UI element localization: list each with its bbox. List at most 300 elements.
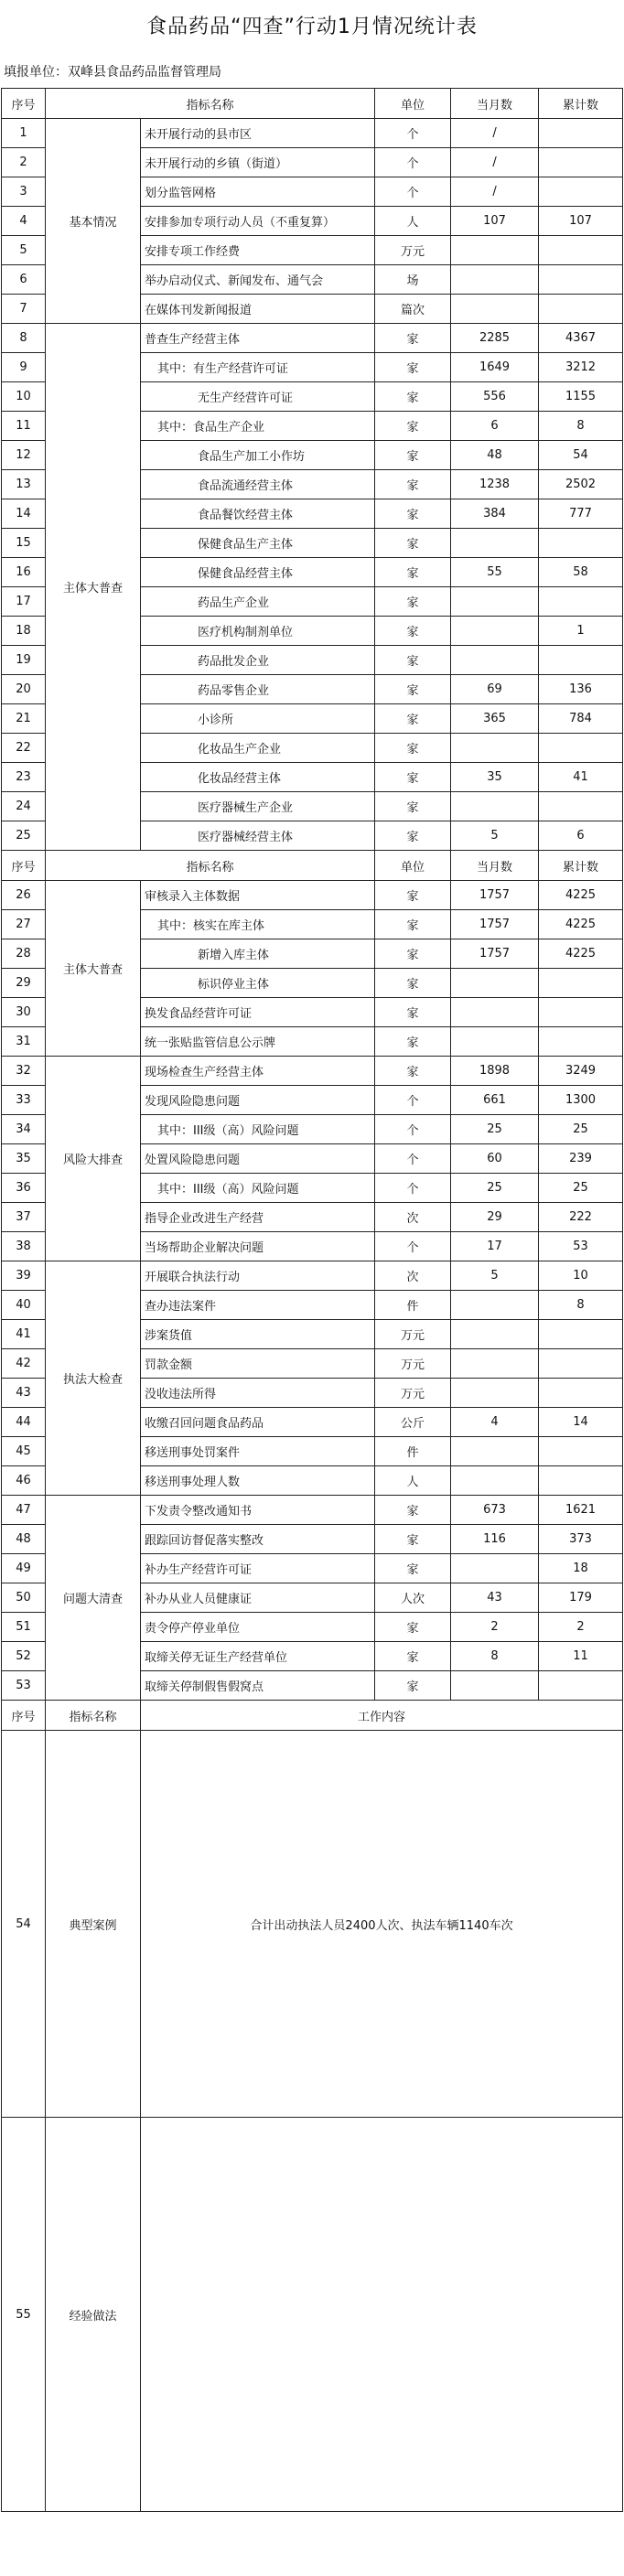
table-row: [2, 324, 623, 353]
row-seq: 44: [2, 1408, 46, 1437]
month-value: [451, 1671, 539, 1701]
cumulative-value: [539, 734, 623, 763]
unit-cell: 万元: [375, 236, 451, 265]
row-seq: 26: [2, 881, 46, 910]
indicator-name: 涉案货值: [141, 1320, 375, 1349]
row-seq: 51: [2, 1613, 46, 1642]
unit-cell: 家: [375, 587, 451, 617]
unit-cell: 万元: [375, 1349, 451, 1379]
indicator-name: 其中：食品生产企业: [141, 412, 375, 441]
month-value: 1757: [451, 910, 539, 939]
unit-cell: 家: [375, 441, 451, 470]
month-value: 673: [451, 1496, 539, 1525]
row-seq: 53: [2, 1671, 46, 1701]
indicator-name: 当场帮助企业解决问题: [141, 1232, 375, 1261]
cumulative-value: 1: [539, 617, 623, 646]
unit-cell: 家: [375, 382, 451, 412]
cumulative-value: 239: [539, 1144, 623, 1174]
table-row: [2, 1496, 623, 1525]
month-value: [451, 792, 539, 821]
indicator-name: 责令停产停业单位: [141, 1613, 375, 1642]
experience-row: [2, 2118, 623, 2512]
month-value: 1898: [451, 1057, 539, 1086]
cumulative-value: [539, 1379, 623, 1408]
header-cumulative: 累计数: [539, 851, 623, 881]
row-seq: 4: [2, 207, 46, 236]
unit-cell: 家: [375, 353, 451, 382]
indicator-name: 取缔关停无证生产经营单位: [141, 1642, 375, 1671]
unit-cell: 家: [375, 763, 451, 792]
month-value: [451, 529, 539, 558]
row-seq: 34: [2, 1115, 46, 1144]
indicator-name: 其中：III级（高）风险问题: [141, 1174, 375, 1203]
table-header-row: [2, 89, 623, 119]
month-value: 35: [451, 763, 539, 792]
unit-cell: 家: [375, 881, 451, 910]
row-seq: 17: [2, 587, 46, 617]
indicator-name: 换发食品经营许可证: [141, 998, 375, 1027]
cumulative-value: 1155: [539, 382, 623, 412]
indicator-name: 食品生产加工小作坊: [141, 441, 375, 470]
cumulative-value: 179: [539, 1583, 623, 1613]
month-value: [451, 1554, 539, 1583]
indicator-name: 医疗器械生产企业: [141, 792, 375, 821]
row-seq: 13: [2, 470, 46, 499]
month-value: [451, 1349, 539, 1379]
indicator-name: 保健食品生产主体: [141, 529, 375, 558]
month-value: 107: [451, 207, 539, 236]
row-seq: 45: [2, 1437, 46, 1466]
month-value: 17: [451, 1232, 539, 1261]
unit-cell: 家: [375, 412, 451, 441]
row-seq: 2: [2, 148, 46, 177]
month-value: 43: [451, 1583, 539, 1613]
month-value: 5: [451, 821, 539, 851]
cumulative-value: [539, 1466, 623, 1496]
unit-cell: 次: [375, 1261, 451, 1291]
month-value: 48: [451, 441, 539, 470]
row-seq: 14: [2, 499, 46, 529]
month-value: 2: [451, 1613, 539, 1642]
cumulative-value: [539, 1349, 623, 1379]
month-value: 6: [451, 412, 539, 441]
cumulative-value: 4225: [539, 910, 623, 939]
unit-cell: 个: [375, 119, 451, 148]
indicator-name: 医疗器械经营主体: [141, 821, 375, 851]
cumulative-value: 107: [539, 207, 623, 236]
row-seq: 42: [2, 1349, 46, 1379]
month-value: 116: [451, 1525, 539, 1554]
unit-cell: 家: [375, 734, 451, 763]
row-seq: 7: [2, 295, 46, 324]
row-seq: 16: [2, 558, 46, 587]
row-seq: 21: [2, 704, 46, 734]
row-seq: 39: [2, 1261, 46, 1291]
month-value: 55: [451, 558, 539, 587]
indicator-name: 标识停业主体: [141, 969, 375, 998]
unit-cell: 家: [375, 1027, 451, 1057]
cumulative-value: 18: [539, 1554, 623, 1583]
cumulative-value: [539, 1027, 623, 1057]
table-header-row-content: [2, 1701, 623, 1731]
indicator-name: 其中：有生产经营许可证: [141, 353, 375, 382]
row-seq: 47: [2, 1496, 46, 1525]
month-value: [451, 1437, 539, 1466]
row-seq: 8: [2, 324, 46, 353]
month-value: [451, 969, 539, 998]
indicator-name: 补办生产经营许可证: [141, 1554, 375, 1583]
unit-cell: 家: [375, 1554, 451, 1583]
month-value: 1649: [451, 353, 539, 382]
row-seq: 19: [2, 646, 46, 675]
cumulative-value: [539, 998, 623, 1027]
header-seq: 序号: [2, 1701, 46, 1731]
month-value: [451, 587, 539, 617]
unit-cell: 家: [375, 821, 451, 851]
month-value: 1757: [451, 881, 539, 910]
month-value: 5: [451, 1261, 539, 1291]
statistics-table: [1, 88, 623, 2512]
cumulative-value: 14: [539, 1408, 623, 1437]
month-value: 25: [451, 1174, 539, 1203]
cumulative-value: [539, 177, 623, 207]
cumulative-value: 10: [539, 1261, 623, 1291]
cumulative-value: [539, 265, 623, 295]
indicator-name: 补办从业人员健康证: [141, 1583, 375, 1613]
row-seq: 40: [2, 1291, 46, 1320]
indicator-name: 小诊所: [141, 704, 375, 734]
month-value: [451, 646, 539, 675]
header-content: 工作内容: [141, 1701, 623, 1731]
row-seq: 29: [2, 969, 46, 998]
typical-case-row: [2, 1731, 623, 2118]
category-label: 风险大排查: [46, 1057, 141, 1261]
indicator-name: 罚款金额: [141, 1349, 375, 1379]
month-value: [451, 617, 539, 646]
row-seq: 6: [2, 265, 46, 295]
unit-cell: 家: [375, 792, 451, 821]
cumulative-value: 25: [539, 1115, 623, 1144]
indicator-name: 化妆品经营主体: [141, 763, 375, 792]
cumulative-value: 54: [539, 441, 623, 470]
month-value: [451, 734, 539, 763]
header-seq: 序号: [2, 851, 46, 881]
row-seq: 22: [2, 734, 46, 763]
row-seq: 11: [2, 412, 46, 441]
category-label: 主体大普查: [46, 324, 141, 851]
row-seq: 32: [2, 1057, 46, 1086]
indicator-name: 医疗机构制剂单位: [141, 617, 375, 646]
row-seq: 43: [2, 1379, 46, 1408]
month-value: 29: [451, 1203, 539, 1232]
row-seq: 28: [2, 939, 46, 969]
work-content: [141, 2118, 623, 2512]
category-label: 主体大普查: [46, 881, 141, 1057]
cumulative-value: 1300: [539, 1086, 623, 1115]
cumulative-value: [539, 646, 623, 675]
indicator-name: 取缔关停制假售假窝点: [141, 1671, 375, 1701]
indicator-name: 查办违法案件: [141, 1291, 375, 1320]
month-value: [451, 998, 539, 1027]
row-seq: 46: [2, 1466, 46, 1496]
cumulative-value: 4225: [539, 939, 623, 969]
indicator-name: 审核录入主体数据: [141, 881, 375, 910]
month-value: 2285: [451, 324, 539, 353]
indicator-name: 移送刑事处罚案件: [141, 1437, 375, 1466]
cumulative-value: 53: [539, 1232, 623, 1261]
row-seq: 50: [2, 1583, 46, 1613]
row-seq: 10: [2, 382, 46, 412]
indicator-name: 其中：核实在库主体: [141, 910, 375, 939]
header-seq: 序号: [2, 89, 46, 119]
cumulative-value: 2: [539, 1613, 623, 1642]
indicator-name: 无生产经营许可证: [141, 382, 375, 412]
row-seq: 20: [2, 675, 46, 704]
cumulative-value: [539, 969, 623, 998]
cumulative-value: [539, 792, 623, 821]
indicator-name: 安排专项工作经费: [141, 236, 375, 265]
unit-cell: 家: [375, 499, 451, 529]
unit-cell: 个: [375, 1086, 451, 1115]
unit-cell: 次: [375, 1203, 451, 1232]
indicator-name: 食品餐饮经营主体: [141, 499, 375, 529]
row-seq: 35: [2, 1144, 46, 1174]
unit-cell: 家: [375, 646, 451, 675]
row-seq: 54: [2, 1731, 46, 2118]
unit-cell: 家: [375, 617, 451, 646]
reporting-unit: 填报单位：双峰县食品药品监督管理局: [4, 65, 221, 80]
cumulative-value: 41: [539, 763, 623, 792]
month-value: 661: [451, 1086, 539, 1115]
indicator-name: 跟踪回访督促落实整改: [141, 1525, 375, 1554]
month-value: 8: [451, 1642, 539, 1671]
header-indicator: 指标名称: [46, 851, 375, 881]
row-seq: 1: [2, 119, 46, 148]
cumulative-value: [539, 1437, 623, 1466]
unit-cell: 场: [375, 265, 451, 295]
header-month: 当月数: [451, 851, 539, 881]
month-value: 384: [451, 499, 539, 529]
month-value: [451, 1027, 539, 1057]
cumulative-value: 784: [539, 704, 623, 734]
unit-cell: 篇次: [375, 295, 451, 324]
header-unit: 单位: [375, 851, 451, 881]
indicator-name: 药品批发企业: [141, 646, 375, 675]
cumulative-value: [539, 236, 623, 265]
indicator-name: 收缴召回问题食品药品: [141, 1408, 375, 1437]
header-indicator: 指标名称: [46, 1701, 141, 1731]
unit-cell: 个: [375, 1232, 451, 1261]
month-value: 1757: [451, 939, 539, 969]
indicator-name: 未开展行动的乡镇（街道）: [141, 148, 375, 177]
row-seq: 3: [2, 177, 46, 207]
indicator-name: 药品零售企业: [141, 675, 375, 704]
indicator-name: 安排参加专项行动人员（不重复算）: [141, 207, 375, 236]
cumulative-value: 11: [539, 1642, 623, 1671]
row-seq: 12: [2, 441, 46, 470]
row-seq: 27: [2, 910, 46, 939]
category-label: 执法大检查: [46, 1261, 141, 1496]
header-month: 当月数: [451, 89, 539, 119]
row-seq: 25: [2, 821, 46, 851]
row-seq: 55: [2, 2118, 46, 2512]
indicator-name: 保健食品经营主体: [141, 558, 375, 587]
cumulative-value: [539, 1320, 623, 1349]
indicator-name: 食品流通经营主体: [141, 470, 375, 499]
indicator-name: 典型案例: [46, 1731, 141, 2118]
indicator-name: 未开展行动的县市区: [141, 119, 375, 148]
unit-cell: 个: [375, 1115, 451, 1144]
unit-cell: 人: [375, 207, 451, 236]
indicator-name: 划分监管网格: [141, 177, 375, 207]
row-seq: 38: [2, 1232, 46, 1261]
category-label: 问题大清查: [46, 1496, 141, 1701]
header-cumulative: 累计数: [539, 89, 623, 119]
unit-cell: 家: [375, 910, 451, 939]
month-value: /: [451, 177, 539, 207]
month-value: 1238: [451, 470, 539, 499]
unit-cell: 家: [375, 969, 451, 998]
month-value: 69: [451, 675, 539, 704]
cumulative-value: 4225: [539, 881, 623, 910]
row-seq: 9: [2, 353, 46, 382]
indicator-name: 举办启动仪式、新闻发布、通气会: [141, 265, 375, 295]
month-value: [451, 1320, 539, 1349]
row-seq: 33: [2, 1086, 46, 1115]
indicator-name: 指导企业改进生产经营: [141, 1203, 375, 1232]
row-seq: 30: [2, 998, 46, 1027]
month-value: [451, 1379, 539, 1408]
indicator-name: 开展联合执法行动: [141, 1261, 375, 1291]
month-value: 60: [451, 1144, 539, 1174]
row-seq: 23: [2, 763, 46, 792]
cumulative-value: 58: [539, 558, 623, 587]
month-value: /: [451, 119, 539, 148]
unit-cell: 家: [375, 1642, 451, 1671]
month-value: [451, 236, 539, 265]
unit-cell: 家: [375, 470, 451, 499]
row-seq: 36: [2, 1174, 46, 1203]
month-value: 4: [451, 1408, 539, 1437]
cumulative-value: 777: [539, 499, 623, 529]
cumulative-value: [539, 587, 623, 617]
row-seq: 15: [2, 529, 46, 558]
cumulative-value: 3249: [539, 1057, 623, 1086]
month-value: 25: [451, 1115, 539, 1144]
indicator-name: 现场检查生产经营主体: [141, 1057, 375, 1086]
cumulative-value: 136: [539, 675, 623, 704]
month-value: 556: [451, 382, 539, 412]
unit-cell: 个: [375, 177, 451, 207]
unit-cell: 个: [375, 1174, 451, 1203]
cumulative-value: 2502: [539, 470, 623, 499]
row-seq: 49: [2, 1554, 46, 1583]
indicator-name: 没收违法所得: [141, 1379, 375, 1408]
cumulative-value: 1621: [539, 1496, 623, 1525]
indicator-name: 新增入库主体: [141, 939, 375, 969]
unit-cell: 家: [375, 529, 451, 558]
page-title: 食品药品“四查”行动1月情况统计表: [146, 16, 478, 38]
indicator-name: 统一张贴监管信息公示牌: [141, 1027, 375, 1057]
header-indicator: 指标名称: [46, 89, 375, 119]
month-value: /: [451, 148, 539, 177]
table-row: [2, 1261, 623, 1291]
unit-cell: 家: [375, 704, 451, 734]
unit-cell: 家: [375, 1525, 451, 1554]
unit-cell: 家: [375, 558, 451, 587]
unit-cell: 家: [375, 1057, 451, 1086]
header-unit: 单位: [375, 89, 451, 119]
indicator-name: 在媒体刊发新闻报道: [141, 295, 375, 324]
unit-cell: 家: [375, 1671, 451, 1701]
cumulative-value: 8: [539, 412, 623, 441]
work-content: 合计出动执法人员2400人次、执法车辆1140车次: [141, 1731, 623, 2118]
cumulative-value: 222: [539, 1203, 623, 1232]
table-header-row: [2, 851, 623, 881]
row-seq: 48: [2, 1525, 46, 1554]
unit-cell: 件: [375, 1291, 451, 1320]
unit-cell: 人: [375, 1466, 451, 1496]
table-row: [2, 119, 623, 148]
row-seq: 24: [2, 792, 46, 821]
unit-cell: 万元: [375, 1379, 451, 1408]
indicator-name: 处置风险隐患问题: [141, 1144, 375, 1174]
indicator-name: 下发责令整改通知书: [141, 1496, 375, 1525]
month-value: [451, 1466, 539, 1496]
indicator-name: 移送刑事处理人数: [141, 1466, 375, 1496]
indicator-name: 经验做法: [46, 2118, 141, 2512]
indicator-name: 普查生产经营主体: [141, 324, 375, 353]
indicator-name: 药品生产企业: [141, 587, 375, 617]
row-seq: 52: [2, 1642, 46, 1671]
unit-cell: 件: [375, 1437, 451, 1466]
unit-cell: 人次: [375, 1583, 451, 1613]
month-value: 365: [451, 704, 539, 734]
cumulative-value: 373: [539, 1525, 623, 1554]
unit-cell: 家: [375, 675, 451, 704]
cumulative-value: 25: [539, 1174, 623, 1203]
cumulative-value: 4367: [539, 324, 623, 353]
row-seq: 18: [2, 617, 46, 646]
row-seq: 31: [2, 1027, 46, 1057]
table-row: [2, 1057, 623, 1086]
row-seq: 37: [2, 1203, 46, 1232]
month-value: [451, 1291, 539, 1320]
unit-cell: 万元: [375, 1320, 451, 1349]
cumulative-value: [539, 148, 623, 177]
cumulative-value: [539, 529, 623, 558]
unit-cell: 个: [375, 148, 451, 177]
unit-cell: 家: [375, 1496, 451, 1525]
row-seq: 5: [2, 236, 46, 265]
unit-cell: 家: [375, 1613, 451, 1642]
cumulative-value: 8: [539, 1291, 623, 1320]
table-row: [2, 881, 623, 910]
month-value: [451, 265, 539, 295]
cumulative-value: [539, 1671, 623, 1701]
unit-cell: 个: [375, 1144, 451, 1174]
indicator-name: 化妆品生产企业: [141, 734, 375, 763]
category-label: 基本情况: [46, 119, 141, 324]
unit-cell: 家: [375, 998, 451, 1027]
cumulative-value: 6: [539, 821, 623, 851]
indicator-name: 发现风险隐患问题: [141, 1086, 375, 1115]
row-seq: 41: [2, 1320, 46, 1349]
cumulative-value: [539, 119, 623, 148]
indicator-name: 其中：III级（高）风险问题: [141, 1115, 375, 1144]
unit-cell: 家: [375, 324, 451, 353]
unit-cell: 公斤: [375, 1408, 451, 1437]
